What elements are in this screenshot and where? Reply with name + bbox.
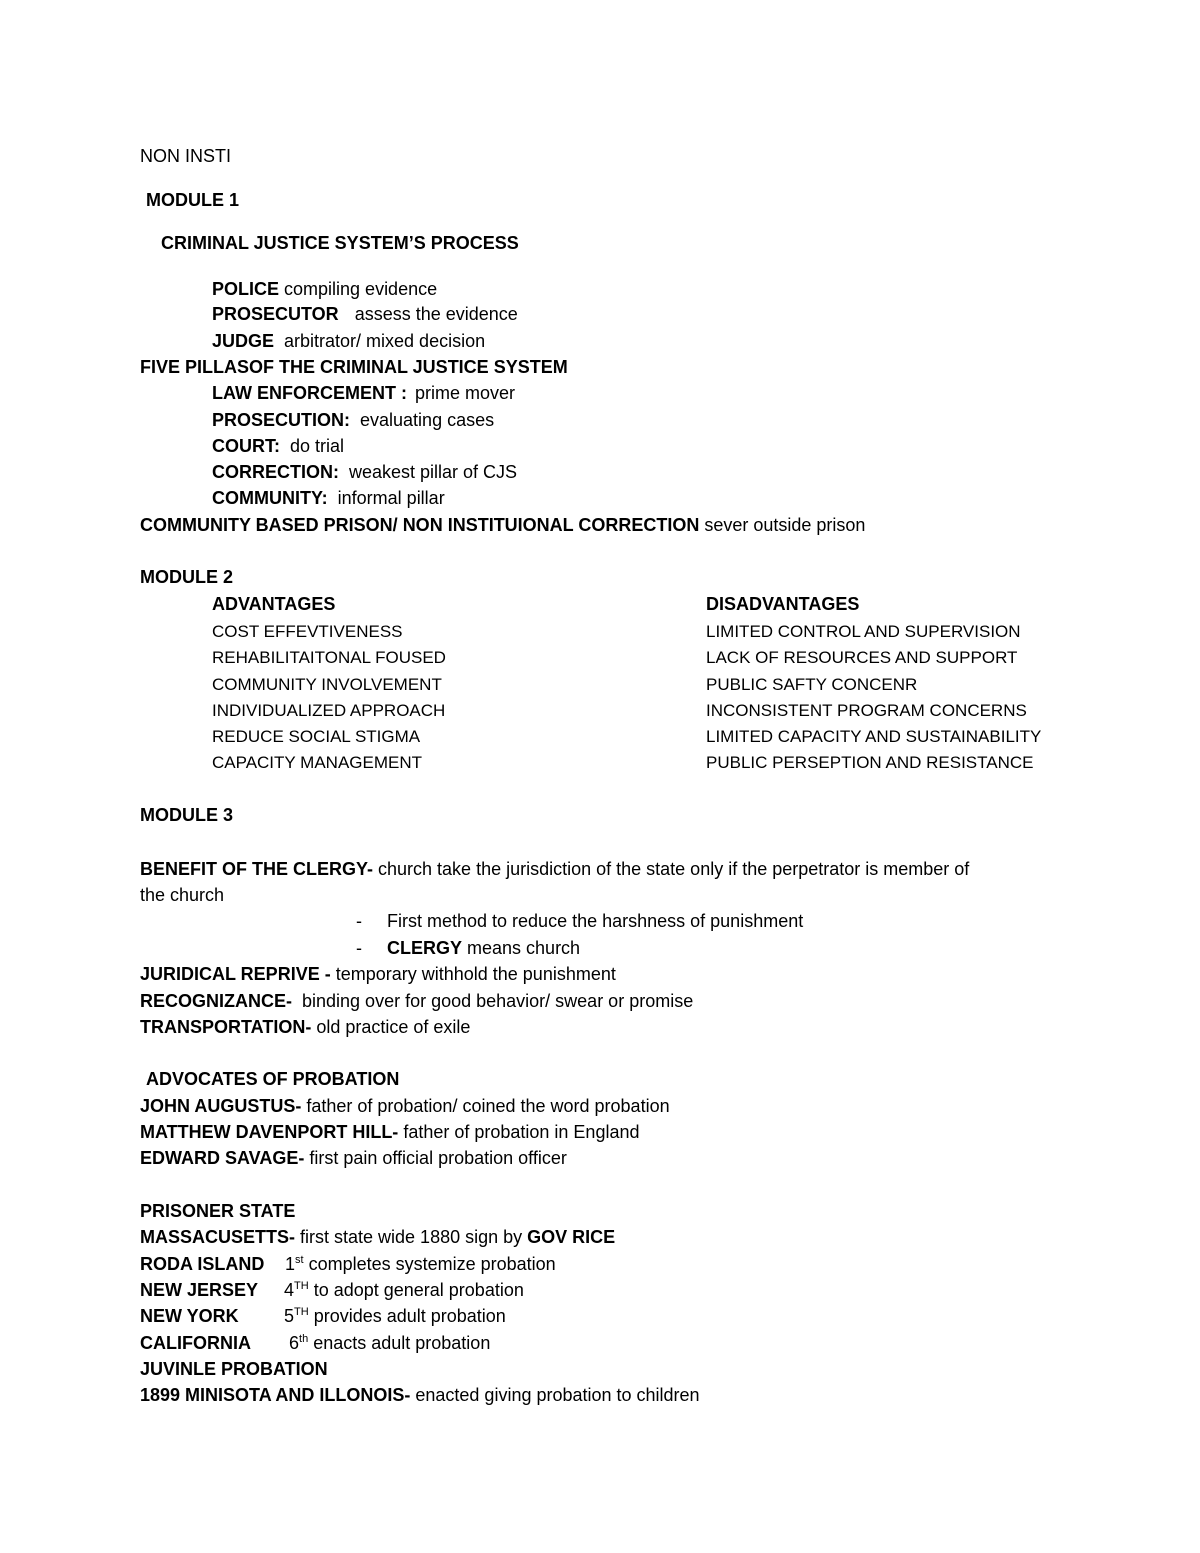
- desc: binding over for good behavior/ swear or promise: [292, 991, 694, 1011]
- desc: enacts adult probation: [308, 1333, 491, 1353]
- desc: first pain official probation officer: [304, 1148, 567, 1168]
- disadvantages-heading: DISADVANTAGES: [706, 594, 860, 614]
- juvenile-heading: JUVINLE PROBATION: [140, 1359, 328, 1379]
- state-desc: [284, 1305, 506, 1327]
- advantage-item: COST EFFEVTIVENESS: [212, 622, 403, 641]
- state-name: NEW JERSEY: [140, 1280, 259, 1300]
- module-3-heading: MODULE 3: [140, 805, 234, 825]
- term: 1899 MINISOTA AND ILLONOIS-: [140, 1385, 411, 1405]
- disadvantage-item: INCONSISTENT PROGRAM CONCERNS: [706, 701, 1027, 720]
- ordinal-suffix: TH: [294, 1306, 309, 1318]
- clergy-bullet-2: [387, 937, 580, 959]
- term: PROSECUTOR: [212, 304, 339, 324]
- advantage-item: REHABILITAITONAL FOUSED: [212, 648, 446, 667]
- pillar-law-enforcement: [212, 382, 515, 404]
- term: RECOGNIZANCE-: [140, 991, 292, 1011]
- advocate-matthew-hill: [140, 1121, 639, 1143]
- cjs-process-heading: CRIMINAL JUSTICE SYSTEM’S PROCESS: [161, 233, 519, 253]
- state-desc: [284, 1279, 524, 1301]
- term: BENEFIT OF THE CLERGY-: [140, 859, 374, 879]
- term-transportation: [140, 1016, 470, 1038]
- state-name: RODA ISLAND: [140, 1254, 265, 1274]
- term: TRANSPORTATION-: [140, 1017, 312, 1037]
- term: COURT:: [212, 436, 280, 456]
- term: LAW ENFORCEMENT :: [212, 383, 407, 403]
- bullet-mark: -: [356, 911, 362, 931]
- ordinal-suffix: TH: [294, 1280, 309, 1292]
- state-desc: [285, 1253, 556, 1275]
- advantage-item: INDIVIDUALIZED APPROACH: [212, 701, 446, 720]
- desc: assess the evidence: [354, 304, 518, 324]
- ordinal-suffix: th: [299, 1333, 309, 1345]
- term: CLERGY: [387, 938, 463, 958]
- desc: informal pillar: [337, 488, 445, 508]
- pillar-correction: [212, 461, 517, 483]
- community-based-line: [140, 514, 865, 536]
- term: POLICE: [212, 279, 280, 299]
- desc: arbitrator/ mixed decision: [284, 331, 486, 351]
- process-item-judge: [212, 330, 485, 352]
- ordinal: 5: [284, 1306, 295, 1326]
- term-juridical-reprive: [140, 963, 616, 985]
- advantages-heading: ADVANTAGES: [212, 594, 336, 614]
- term: MATTHEW DAVENPORT HILL-: [140, 1122, 399, 1142]
- desc: father of probation in England: [398, 1122, 640, 1142]
- juvenile-line: [140, 1384, 700, 1406]
- term: COMMUNITY BASED PRISON/ NON INSTITUIONAL CORRECTION: [140, 515, 700, 535]
- term: MASSACUSETTS-: [140, 1227, 296, 1247]
- desc: prime mover: [415, 383, 516, 403]
- bullet-mark: -: [356, 938, 362, 958]
- module-1-heading: MODULE 1: [146, 190, 240, 210]
- module-2-heading: MODULE 2: [140, 567, 234, 587]
- term: JOHN AUGUSTUS-: [140, 1096, 302, 1116]
- disadvantage-item: PUBLIC PERSEPTION AND RESISTANCE: [706, 753, 1034, 772]
- desc: evaluating cases: [360, 410, 495, 430]
- prisoner-state-heading: PRISONER STATE: [140, 1201, 296, 1221]
- term: EDWARD SAVAGE-: [140, 1148, 305, 1168]
- desc: weakest pillar of CJS: [349, 462, 518, 482]
- process-item-prosecutor: [212, 303, 518, 325]
- desc: provides adult probation: [308, 1306, 506, 1326]
- term: JURIDICAL REPRIVE -: [140, 964, 331, 984]
- disadvantage-item: LACK OF RESOURCES AND SUPPORT: [706, 648, 1018, 667]
- five-pillars-heading: FIVE PILLASOF THE CRIMINAL JUSTICE SYSTEM: [140, 357, 568, 377]
- desc: old practice of exile: [311, 1017, 471, 1037]
- pillar-community: [212, 487, 445, 509]
- state-name: NEW YORK: [140, 1306, 239, 1326]
- disadvantage-item: LIMITED CONTROL AND SUPERVISION: [706, 622, 1021, 641]
- term: JUDGE: [212, 331, 275, 351]
- disadvantage-item: PUBLIC SAFTY CONCENR: [706, 675, 918, 694]
- governor: GOV RICE: [527, 1227, 616, 1247]
- disadvantage-item: LIMITED CAPACITY AND SUSTAINABILITY: [706, 727, 1042, 746]
- desc: completes systemize probation: [303, 1254, 556, 1274]
- desc: to adopt general probation: [308, 1280, 524, 1300]
- advocate-john-augustus: [140, 1095, 670, 1117]
- clergy-line: [140, 858, 969, 880]
- clergy-line-continued: the church: [140, 885, 225, 905]
- desc: compiling evidence: [279, 279, 438, 299]
- desc: temporary withhold the punishment: [330, 964, 616, 984]
- state-massachusetts: [140, 1226, 615, 1248]
- advocates-heading: ADVOCATES OF PROBATION: [146, 1069, 400, 1089]
- desc: do trial: [290, 436, 345, 456]
- desc: sever outside prison: [699, 515, 866, 535]
- ordinal: 1: [285, 1254, 296, 1274]
- state-name: CALIFORNIA: [140, 1333, 251, 1353]
- clergy-bullet-1: First method to reduce the harshness of punishment: [387, 911, 804, 931]
- advantage-item: CAPACITY MANAGEMENT: [212, 753, 423, 772]
- state-desc: [289, 1332, 490, 1354]
- desc: means church: [462, 938, 581, 958]
- desc: father of probation/ coined the word probation: [301, 1096, 670, 1116]
- advocate-edward-savage: [140, 1147, 567, 1169]
- ordinal-suffix: st: [295, 1254, 304, 1266]
- ordinal: 4: [284, 1280, 295, 1300]
- term: COMMUNITY:: [212, 488, 328, 508]
- term: PROSECUTION:: [212, 410, 351, 430]
- desc: first state wide 1880 sign by: [295, 1227, 528, 1247]
- term-recognizance: [140, 990, 693, 1012]
- advantage-item: COMMUNITY INVOLVEMENT: [212, 675, 442, 694]
- pillar-prosecution: [212, 409, 494, 431]
- ordinal: 6: [289, 1333, 300, 1353]
- pillar-court: [212, 435, 344, 457]
- desc: enacted giving probation to children: [410, 1385, 700, 1405]
- advantage-item: REDUCE SOCIAL STIGMA: [212, 727, 421, 746]
- process-item-police: [212, 278, 437, 300]
- term: CORRECTION:: [212, 462, 339, 482]
- desc: church take the jurisdiction of the state only if the perpetrator is member of: [373, 859, 970, 879]
- doc-title: NON INSTI: [140, 146, 232, 166]
